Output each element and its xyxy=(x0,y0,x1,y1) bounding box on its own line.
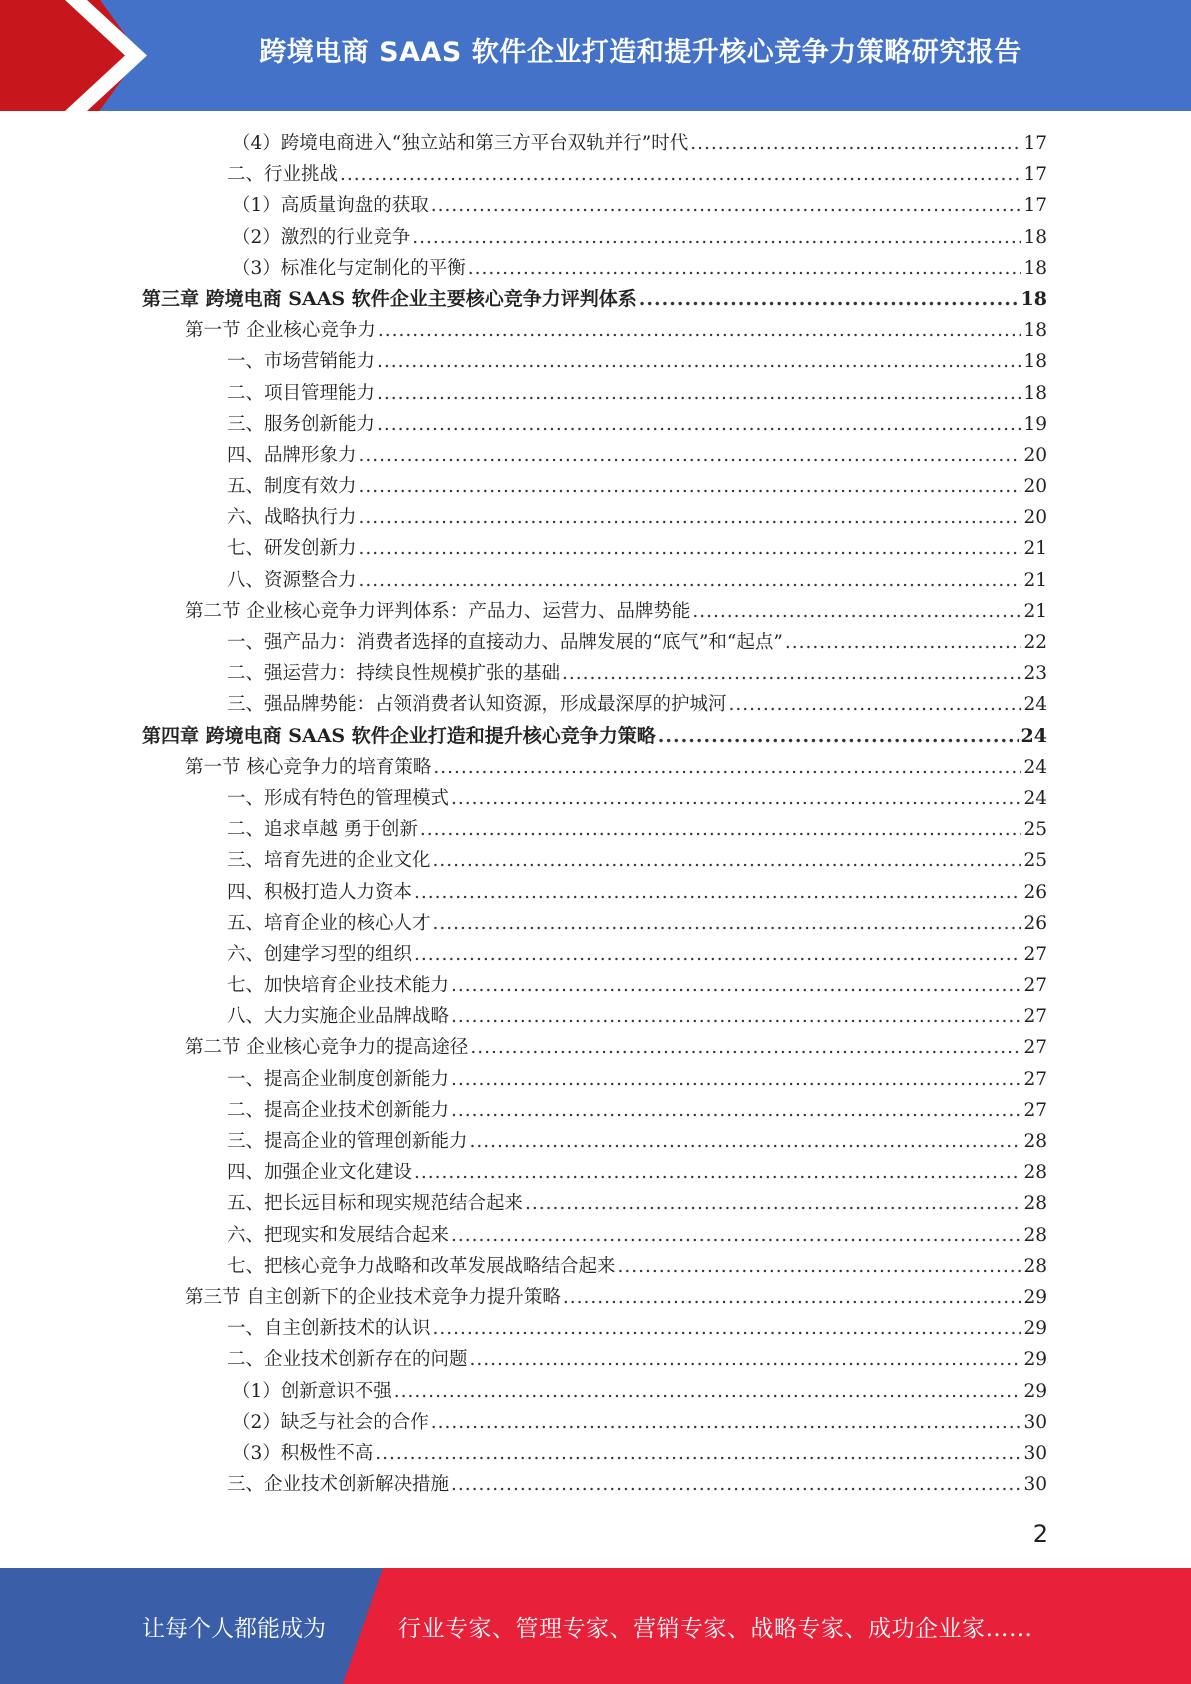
toc-page-number: 20 xyxy=(1023,507,1047,529)
toc-dot-leader xyxy=(451,783,1021,814)
toc-entry-title: 一、自主创新技术的认识 xyxy=(227,1318,431,1340)
toc-entry[interactable] xyxy=(142,1344,1047,1375)
toc-dot-leader xyxy=(470,1032,1021,1063)
toc-page-number: 26 xyxy=(1023,912,1047,934)
toc-dot-leader xyxy=(359,440,1022,471)
toc-dot-leader xyxy=(420,814,1022,845)
toc-entry-title: 一、形成有特色的管理模式 xyxy=(227,787,450,809)
toc-entry[interactable] xyxy=(142,565,1047,596)
toc-entry[interactable] xyxy=(142,253,1047,284)
toc-dot-leader xyxy=(359,533,1022,564)
toc-page-number: 18 xyxy=(1023,382,1047,404)
toc-page-number: 29 xyxy=(1023,1318,1047,1340)
toc-dot-leader xyxy=(414,1157,1021,1188)
toc-dot-leader xyxy=(377,409,1021,440)
toc-page-number: 18 xyxy=(1023,257,1047,279)
toc-dot-leader xyxy=(470,1126,1022,1157)
toc-entry[interactable] xyxy=(142,1188,1047,1219)
toc-page-number: 21 xyxy=(1023,569,1047,591)
toc-entry-title: 四、积极打造人力资本 xyxy=(227,881,413,903)
toc-page-number: 18 xyxy=(1023,351,1047,373)
toc-dot-leader xyxy=(375,1438,1021,1469)
toc-entry-title: 三、企业技术创新解决措施 xyxy=(227,1474,450,1496)
toc-entry[interactable] xyxy=(142,689,1047,720)
toc-entry[interactable] xyxy=(142,845,1047,876)
toc-dot-leader xyxy=(433,845,1022,876)
toc-entry[interactable] xyxy=(142,502,1047,533)
toc-dot-leader xyxy=(433,908,1022,939)
toc-entry[interactable] xyxy=(142,1001,1047,1032)
toc-entry[interactable] xyxy=(142,783,1047,814)
toc-entry-title: 五、培育企业的核心人才 xyxy=(227,912,431,934)
toc-entry[interactable] xyxy=(142,1095,1047,1126)
toc-page-number: 24 xyxy=(1023,756,1047,778)
toc-dot-leader xyxy=(451,1095,1021,1126)
toc-dot-leader xyxy=(433,1313,1022,1344)
toc-entry-title: 七、加快培育企业技术能力 xyxy=(227,975,450,997)
toc-page-number: 29 xyxy=(1023,1286,1047,1308)
toc-page-number: 28 xyxy=(1023,1255,1047,1277)
toc-entry-title: 二、强运营力：持续良性规模扩张的基础 xyxy=(227,663,561,685)
toc-dot-leader xyxy=(433,752,1021,783)
toc-dot-leader xyxy=(525,1188,1021,1219)
page-footer xyxy=(0,1568,1191,1684)
toc-entry[interactable] xyxy=(142,409,1047,440)
toc-page-number: 21 xyxy=(1023,538,1047,560)
toc-dot-leader xyxy=(618,1251,1022,1282)
toc-entry-title: 第二节 企业核心竞争力的提高途径 xyxy=(185,1037,469,1059)
toc-page-number: 22 xyxy=(1023,632,1047,653)
toc-page-number: 26 xyxy=(1023,881,1047,903)
toc-dot-leader xyxy=(359,502,1022,533)
toc-page-number: 17 xyxy=(1023,195,1047,217)
toc-entry-title: 八、资源整合力 xyxy=(227,569,357,591)
toc-page-number: 30 xyxy=(1023,1411,1047,1433)
toc-page-number: 21 xyxy=(1023,600,1047,622)
toc-dot-leader xyxy=(639,284,1019,315)
toc-dot-leader xyxy=(692,596,1021,627)
toc-page-number: 28 xyxy=(1023,1162,1047,1184)
toc-dot-leader xyxy=(340,159,1021,190)
toc-page-number: 24 xyxy=(1023,787,1047,809)
toc-entry-title: （4）跨境电商进入“独立站和第三方平台双轨并行”时代 xyxy=(232,133,689,154)
toc-entry[interactable] xyxy=(142,128,1047,159)
page-header xyxy=(0,0,1191,111)
toc-page-number: 27 xyxy=(1023,943,1047,965)
toc-entry[interactable] xyxy=(142,1469,1047,1500)
toc-dot-leader xyxy=(690,128,1021,159)
toc-page-number: 27 xyxy=(1023,1006,1047,1028)
toc-entry[interactable] xyxy=(142,908,1047,939)
toc-entry-title: 三、服务创新能力 xyxy=(227,413,376,435)
toc-entry[interactable] xyxy=(142,159,1047,190)
toc-entry[interactable] xyxy=(142,1438,1047,1469)
toc-entry[interactable] xyxy=(142,1313,1047,1344)
toc-entry[interactable] xyxy=(142,1126,1047,1157)
toc-entry[interactable] xyxy=(142,533,1047,564)
toc-entry-title: 二、企业技术创新存在的问题 xyxy=(227,1349,468,1371)
toc-entry-title: 第三章 跨境电商 SAAS 软件企业主要核心竞争力评判体系 xyxy=(142,287,637,310)
toc-page-number: 30 xyxy=(1023,1442,1047,1464)
toc-page-number: 20 xyxy=(1023,476,1047,498)
toc-entry-title: （3）积极性不高 xyxy=(232,1442,374,1464)
toc-dot-leader xyxy=(451,1001,1021,1032)
toc-page-number: 24 xyxy=(1023,694,1047,716)
toc-entry-title: 四、加强企业文化建设 xyxy=(227,1162,413,1184)
toc-entry-title: 四、品牌形象力 xyxy=(227,444,357,466)
toc-entry[interactable] xyxy=(142,378,1047,409)
toc-entry[interactable] xyxy=(142,471,1047,502)
toc-entry-title: 七、研发创新力 xyxy=(227,538,357,560)
toc-page-number: 27 xyxy=(1023,975,1047,997)
table-of-contents xyxy=(142,128,1047,1500)
toc-dot-leader xyxy=(377,346,1021,377)
toc-entry-title: 二、行业挑战 xyxy=(227,164,339,186)
toc-section-entry[interactable] xyxy=(142,315,1047,346)
toc-entry[interactable] xyxy=(142,440,1047,471)
toc-dot-leader xyxy=(377,378,1021,409)
toc-section-entry[interactable] xyxy=(142,1282,1047,1313)
report-title: 跨境电商 SAAS 软件企业打造和提升核心竞争力策略研究报告 xyxy=(259,37,1022,68)
toc-page-number: 18 xyxy=(1023,226,1047,248)
toc-dot-leader xyxy=(468,253,1022,284)
toc-dot-leader xyxy=(431,190,1022,221)
toc-section-entry[interactable] xyxy=(142,752,1047,783)
toc-dot-leader xyxy=(378,315,1022,346)
toc-dot-leader xyxy=(359,565,1022,596)
toc-entry-title: 第一节 企业核心竞争力 xyxy=(185,320,376,342)
toc-entry-title: （1）创新意识不强 xyxy=(232,1380,392,1402)
toc-chapter-entry[interactable] xyxy=(142,721,1047,752)
toc-entry-title: 三、培育先进的企业文化 xyxy=(227,850,431,872)
toc-entry-title: 二、项目管理能力 xyxy=(227,382,376,404)
toc-entry[interactable] xyxy=(142,1376,1047,1407)
toc-page-number: 17 xyxy=(1023,164,1047,186)
toc-entry[interactable] xyxy=(142,939,1047,970)
toc-dot-leader xyxy=(658,721,1019,752)
toc-page-number: 25 xyxy=(1023,850,1047,872)
toc-entry-title: 六、战略执行力 xyxy=(227,507,357,529)
toc-page-number: 28 xyxy=(1023,1131,1047,1152)
toc-dot-leader xyxy=(451,970,1021,1001)
toc-dot-leader xyxy=(451,1469,1021,1500)
toc-entry-title: 六、创建学习型的组织 xyxy=(227,943,413,965)
toc-entry-title: 一、提高企业制度创新能力 xyxy=(227,1068,450,1090)
toc-entry-title: 一、市场营销能力 xyxy=(227,351,376,373)
page-number: 2 xyxy=(1032,1520,1048,1548)
toc-entry[interactable] xyxy=(142,877,1047,908)
toc-dot-leader xyxy=(414,939,1021,970)
footer-slogan-left: 让每个人都能成为 xyxy=(142,1616,326,1642)
toc-dot-leader xyxy=(412,222,1021,253)
toc-dot-leader xyxy=(785,627,1022,658)
toc-entry[interactable] xyxy=(142,658,1047,689)
toc-page-number: 23 xyxy=(1023,663,1047,685)
toc-entry-title: （2）缺乏与社会的合作 xyxy=(232,1411,429,1433)
toc-dot-leader xyxy=(451,1064,1021,1095)
toc-entry-title: 第一节 核心竞争力的培育策略 xyxy=(185,756,432,778)
toc-entry-title: 五、把长远目标和现实规范结合起来 xyxy=(227,1193,524,1215)
toc-entry[interactable] xyxy=(142,814,1047,845)
toc-entry-title: （1）高质量询盘的获取 xyxy=(232,195,429,217)
toc-dot-leader xyxy=(563,1282,1022,1313)
toc-page-number: 27 xyxy=(1023,1037,1047,1059)
toc-dot-leader xyxy=(414,877,1021,908)
toc-entry[interactable] xyxy=(142,1064,1047,1095)
toc-entry[interactable] xyxy=(142,627,1047,658)
toc-page-number: 29 xyxy=(1023,1349,1047,1371)
toc-entry[interactable] xyxy=(142,346,1047,377)
toc-page-number: 24 xyxy=(1020,724,1047,747)
toc-page-number: 29 xyxy=(1023,1380,1047,1402)
toc-dot-leader xyxy=(359,471,1022,502)
toc-page-number: 19 xyxy=(1023,413,1047,435)
toc-entry-title: （3）标准化与定制化的平衡 xyxy=(232,257,466,279)
toc-entry[interactable] xyxy=(142,222,1047,253)
toc-page-number: 17 xyxy=(1023,133,1047,154)
toc-entry-title: 二、提高企业技术创新能力 xyxy=(227,1099,450,1121)
toc-entry-title: 第三节 自主创新下的企业技术竞争力提升策略 xyxy=(185,1286,561,1308)
toc-entry-title: 五、制度有效力 xyxy=(227,476,357,498)
toc-entry-title: 三、强品牌势能：占领消费者认知资源，形成最深厚的护城河 xyxy=(227,694,727,716)
toc-entry-title: 第二节 企业核心竞争力评判体系：产品力、运营力、品牌势能 xyxy=(185,600,691,622)
toc-dot-leader xyxy=(394,1376,1022,1407)
footer-slogan-right: 行业专家、管理专家、营销专家、战略专家、成功企业家…… xyxy=(398,1616,1033,1642)
toc-entry-title: 第四章 跨境电商 SAAS 软件企业打造和提升核心竞争力策略 xyxy=(142,724,656,747)
toc-entry[interactable] xyxy=(142,1220,1047,1251)
toc-dot-leader xyxy=(729,689,1022,720)
toc-entry-title: 八、大力实施企业品牌战略 xyxy=(227,1006,450,1028)
toc-dot-leader xyxy=(451,1220,1021,1251)
toc-entry[interactable] xyxy=(142,1157,1047,1188)
toc-chapter-entry[interactable] xyxy=(142,284,1047,315)
toc-page-number: 25 xyxy=(1023,819,1047,841)
toc-dot-leader xyxy=(431,1407,1022,1438)
toc-entry[interactable] xyxy=(142,190,1047,221)
toc-entry-title: 六、把现实和发展结合起来 xyxy=(227,1224,450,1246)
toc-entry-title: 二、追求卓越 勇于创新 xyxy=(227,819,418,841)
toc-dot-leader xyxy=(470,1344,1022,1375)
toc-page-number: 28 xyxy=(1023,1224,1047,1246)
toc-entry[interactable] xyxy=(142,1251,1047,1282)
toc-entry-title: 一、强产品力：消费者选择的直接动力、品牌发展的“底气”和“起点” xyxy=(227,632,783,653)
toc-page-number: 20 xyxy=(1023,444,1047,466)
toc-page-number: 18 xyxy=(1023,320,1047,342)
toc-page-number: 28 xyxy=(1023,1193,1047,1215)
toc-entry[interactable] xyxy=(142,970,1047,1001)
toc-page-number: 27 xyxy=(1023,1068,1047,1090)
toc-dot-leader xyxy=(562,658,1021,689)
toc-entry-title: 三、提高企业的管理创新能力 xyxy=(227,1131,468,1152)
toc-entry-title: 七、把核心竞争力战略和改革发展战略结合起来 xyxy=(227,1255,616,1277)
toc-section-entry[interactable] xyxy=(142,1032,1047,1063)
toc-section-entry[interactable] xyxy=(142,596,1047,627)
toc-entry[interactable] xyxy=(142,1407,1047,1438)
toc-page-number: 18 xyxy=(1020,287,1047,310)
toc-entry-title: （2）激烈的行业竞争 xyxy=(232,226,411,248)
toc-page-number: 27 xyxy=(1023,1099,1047,1121)
toc-page-number: 30 xyxy=(1023,1474,1047,1496)
